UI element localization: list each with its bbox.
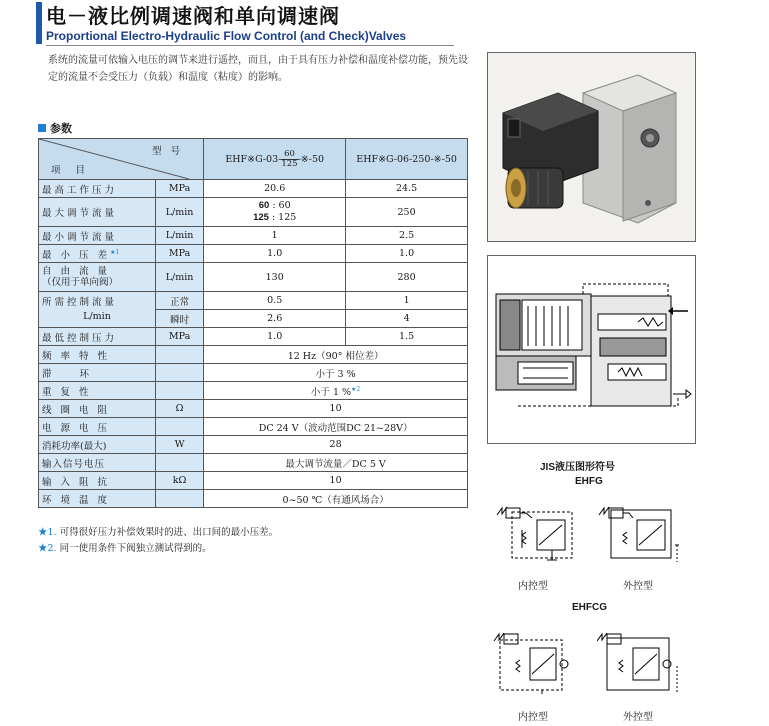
cell-value — [204, 382, 468, 400]
item-label: 项 目 — [51, 165, 92, 176]
row-label-text: 最 小 压 差 — [42, 249, 111, 261]
cell-value: 24.5 — [346, 180, 468, 198]
table-row — [39, 418, 468, 436]
cell-text: 小于 1 % — [310, 386, 352, 398]
valve-photo-illustration — [488, 53, 695, 241]
cell-value: 小于 3 % — [204, 364, 468, 382]
row-label: 最小调节流量 — [39, 227, 156, 245]
params-heading — [38, 120, 72, 136]
row-label — [39, 245, 156, 263]
header-diagonal-cell — [39, 139, 204, 180]
row-label: 频 率 特 性 — [39, 346, 156, 364]
cell-value: 1.5 — [346, 328, 468, 346]
ehfg-internal-symbol — [492, 500, 577, 565]
footnote-mark: ★2. — [38, 543, 57, 554]
row-label: 最高工作压力 — [39, 180, 156, 198]
row-label-unit: L/min — [83, 310, 111, 322]
ehfg-label: EHFG — [575, 476, 603, 487]
cell-value: 10 — [204, 472, 468, 490]
cell-value: 1 — [204, 227, 346, 245]
cell-value: 2.5 — [346, 227, 468, 245]
ehfcg-internal-symbol — [492, 626, 577, 696]
row-unit: MPa — [156, 328, 204, 346]
params-heading-label: 参数 — [50, 122, 72, 135]
table-row — [39, 400, 468, 418]
footnote-1 — [38, 525, 278, 541]
cell-value: 1.0 — [204, 328, 346, 346]
ehfcg-internal-caption: 内控型 — [518, 712, 548, 723]
table-row — [39, 263, 468, 292]
cell-value: 130 — [204, 263, 346, 292]
row-unit: L/min — [156, 263, 204, 292]
row-unit — [156, 490, 204, 508]
row-unit — [156, 418, 204, 436]
table-row — [39, 292, 468, 310]
footnotes — [38, 525, 278, 557]
col1-bottom: 125 — [281, 158, 298, 169]
col1-suffix: -※-50 — [297, 153, 325, 165]
row-label-sub: （仅用于单向阀） — [42, 277, 119, 288]
row-label: 输入信号电压 — [39, 454, 156, 472]
footnote-2 — [38, 541, 278, 557]
page-title: 电－液比例调速阀和单向调速阀 — [46, 4, 340, 28]
title-divider — [46, 45, 454, 46]
row-label: 重 复 性 — [39, 382, 156, 400]
table-row — [39, 328, 468, 346]
footnote-text: 可得很好压力补偿效果时的进、出口间的最小压差。 — [59, 527, 279, 538]
row-unit: L/min — [156, 198, 204, 227]
row-label: 消耗功率(最大) — [39, 436, 156, 454]
table-header-row — [39, 139, 468, 180]
flow-key-60: 60 — [258, 200, 270, 211]
cell-value: 10 — [204, 400, 468, 418]
row-unit: MPa — [156, 245, 204, 263]
row-unit — [156, 364, 204, 382]
row-label: 电 源 电 压 — [39, 418, 156, 436]
table-row — [39, 180, 468, 198]
col1-prefix: EHF※G-03- — [225, 153, 282, 165]
footnote-mark: ★1. — [38, 527, 57, 538]
ehfcg-external-symbol — [597, 626, 682, 696]
cell-value: 最大调节流量／DC 5 V — [204, 454, 468, 472]
row-unit: L/min — [156, 227, 204, 245]
row-sublabel: 正常 — [156, 292, 204, 310]
ehfg-internal-caption: 内控型 — [518, 581, 548, 592]
flow-val-60: 60 — [278, 200, 291, 211]
cell-value-multi: 60 : 60 125 : 125 — [204, 198, 346, 227]
footnote-marker: ★2 — [351, 385, 361, 393]
cell-value: 4 — [346, 310, 468, 328]
table-row — [39, 436, 468, 454]
row-label-text: 自 由 流 量 — [42, 266, 111, 277]
cell-value: 1 — [346, 292, 468, 310]
table-row — [39, 382, 468, 400]
row-label — [39, 292, 156, 328]
row-unit: W — [156, 436, 204, 454]
row-label — [39, 263, 156, 292]
footnote-text: 同一使用条件下阀独立测试得到的。 — [59, 543, 212, 554]
table-row — [39, 198, 468, 227]
jis-symbol-heading: JIS液压图形符号 — [540, 462, 616, 473]
ehfcg-external-caption: 外控型 — [623, 712, 653, 723]
row-label: 线 圈 电 阻 — [39, 400, 156, 418]
ehfcg-label: EHFCG — [572, 602, 607, 613]
row-unit: kΩ — [156, 472, 204, 490]
cell-value: 28 — [204, 436, 468, 454]
cell-value: 2.6 — [204, 310, 346, 328]
cell-value: 1.0 — [346, 245, 468, 263]
title-accent-bar — [36, 2, 42, 44]
ehfg-external-symbol — [597, 500, 682, 565]
row-label: 环 境 温 度 — [39, 490, 156, 508]
table-row — [39, 454, 468, 472]
row-label: 输 入 阻 抗 — [39, 472, 156, 490]
flow-key-125: 125 — [253, 212, 269, 223]
table-row — [39, 227, 468, 245]
col1-top: 60 — [281, 150, 297, 160]
intro-paragraph: 系统的流量可依输入电压的调节来进行遥控，而且，由于具有压力补偿和温度补偿功能，预先设定的流量不会受压力（负载）和温度（粘度）的影响。 — [48, 55, 468, 83]
cell-value: 12 Hz（90° 相位差） — [204, 346, 468, 364]
row-label-text: 所需控制流量 — [42, 296, 118, 308]
page-subtitle: Proportional Electro-Hydraulic Flow Control (and Check)Valves — [46, 29, 407, 43]
cell-value: 280 — [346, 263, 468, 292]
col-header-03 — [204, 139, 346, 180]
row-unit: Ω — [156, 400, 204, 418]
ehfg-external-caption: 外控型 — [623, 581, 653, 592]
cell-value: DC 24 V（波动范围DC 21~28V） — [204, 418, 468, 436]
cell-value: 1.0 — [204, 245, 346, 263]
square-bullet-icon — [38, 124, 46, 132]
table-row — [39, 472, 468, 490]
cell-value: 0.5 — [204, 292, 346, 310]
row-unit — [156, 382, 204, 400]
table-row — [39, 364, 468, 382]
flow-val-125: 125 — [278, 212, 297, 223]
row-unit — [156, 454, 204, 472]
row-sublabel: 瞬时 — [156, 310, 204, 328]
cross-section-diagram — [487, 255, 696, 444]
cell-value: 250 — [346, 198, 468, 227]
row-label: 最低控制压力 — [39, 328, 156, 346]
table-row — [39, 245, 468, 263]
col-header-06: EHF※G-06-250-※-50 — [346, 139, 468, 180]
valve-section-drawing — [488, 256, 695, 443]
footnote-marker: ★1 — [110, 248, 120, 256]
spec-table — [38, 138, 468, 508]
table-row — [39, 490, 468, 508]
row-label: 最大调节流量 — [39, 198, 156, 227]
row-unit: MPa — [156, 180, 204, 198]
product-photo — [487, 52, 696, 242]
cell-value: 0~50 ℃（有通风场合） — [204, 490, 468, 508]
model-label: 型 号 — [152, 146, 184, 157]
cell-value: 20.6 — [204, 180, 346, 198]
row-unit — [156, 346, 204, 364]
table-row — [39, 346, 468, 364]
row-label: 滞 环 — [39, 364, 156, 382]
